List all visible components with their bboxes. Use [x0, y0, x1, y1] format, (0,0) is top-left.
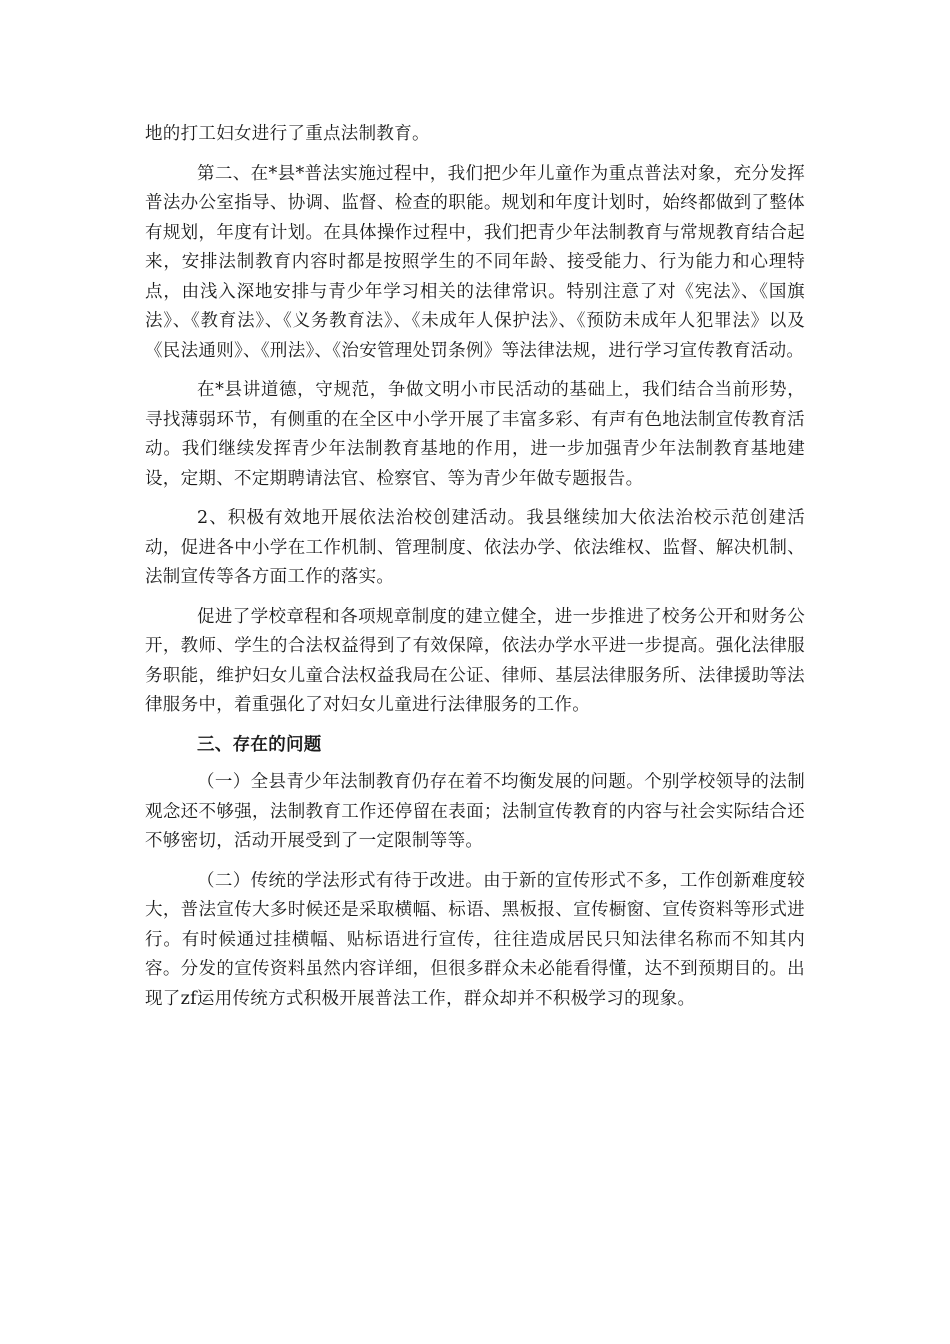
document-body	[145, 120, 805, 1024]
paragraph-second-point: 第二、在*县*普法实施过程中，我们把少年儿童作为重点普法对象，充分发挥普法办公室指导、协调、监督、检查的职能。规划和年度计划时，始终都做到了整体有规划，年度有计划。在具体操作过程中，我们把青少年法制教育与常规教育结合起来，安排法制教育内容时都是按照学生的不同年龄、接受能力、行为能力和心理特点，由浅入深地安排与青少年学习相关的法律常识。特别注意了对《宪法》、《国旗法》、《教育法》、《义务教育法》、《未成年人保护法》、《预防未成年人犯罪法》以及《民法通则》、《刑法》、《治安管理处罚条例》等法律法规，进行学习宣传教育活动。	[145, 163, 805, 361]
paragraph-rule-of-law-schools: 2、积极有效地开展依法治校创建活动。我县继续加大依法治校示范创建活动，促进各中小学在工作机制、管理制度、依法办学、依法维权、监督、解决机制、法制宣传等各方面工作的落实。	[145, 508, 805, 587]
paragraph-continuation: 地的打工妇女进行了重点法制教育。	[145, 124, 430, 144]
paragraph-problem-two: （二）传统的学法形式有待于改进。由于新的宣传形式不多，工作创新难度较大，普法宣传大多时候还是采取横幅、标语、黑板报、宣传橱窗、宣传资料等形式进行。有时候通过挂横幅、贴标语进行宣传，往往造成居民只知法律名称而不知其内容。分发的宣传资料虽然内容详细，但很多群众未必能看得懂，达不到预期目的。出现了zf运用传统方式积极开展普法工作，群众却并不积极学习的现象。	[145, 870, 805, 1009]
paragraph-problem-one: （一）全县青少年法制教育仍存在着不均衡发展的问题。个别学校领导的法制观念还不够强，法制教育工作还停留在表面；法制宣传教育的内容与社会实际结合还不够密切，活动开展受到了一定限制等等。	[145, 772, 805, 851]
paragraph-school-regulations: 促进了学校章程和各项规章制度的建立健全，进一步推进了校务公开和财务公开，教师、学生的合法权益得到了有效保障，依法办学水平进一步提高。强化法律服务职能，维护妇女儿童合法权益我局在公证、律师、基层法律服务所、法律援助等法律服务中，着重强化了对妇女儿童进行法律服务的工作。	[145, 606, 805, 715]
section-heading-problems: 三、存在的问题	[197, 734, 322, 755]
paragraph-legal-activities: 在*县讲道德，守规范，争做文明小市民活动的基础上，我们结合当前形势，寻找薄弱环节，有侧重的在全区中小学开展了丰富多彩、有声有色地法制宣传教育活动。我们继续发挥青少年法制教育基地的作用，进一步加强青少年法制教育基地建设，定期、不定期聘请法官、检察官、等为青少年做专题报告。	[145, 380, 805, 489]
